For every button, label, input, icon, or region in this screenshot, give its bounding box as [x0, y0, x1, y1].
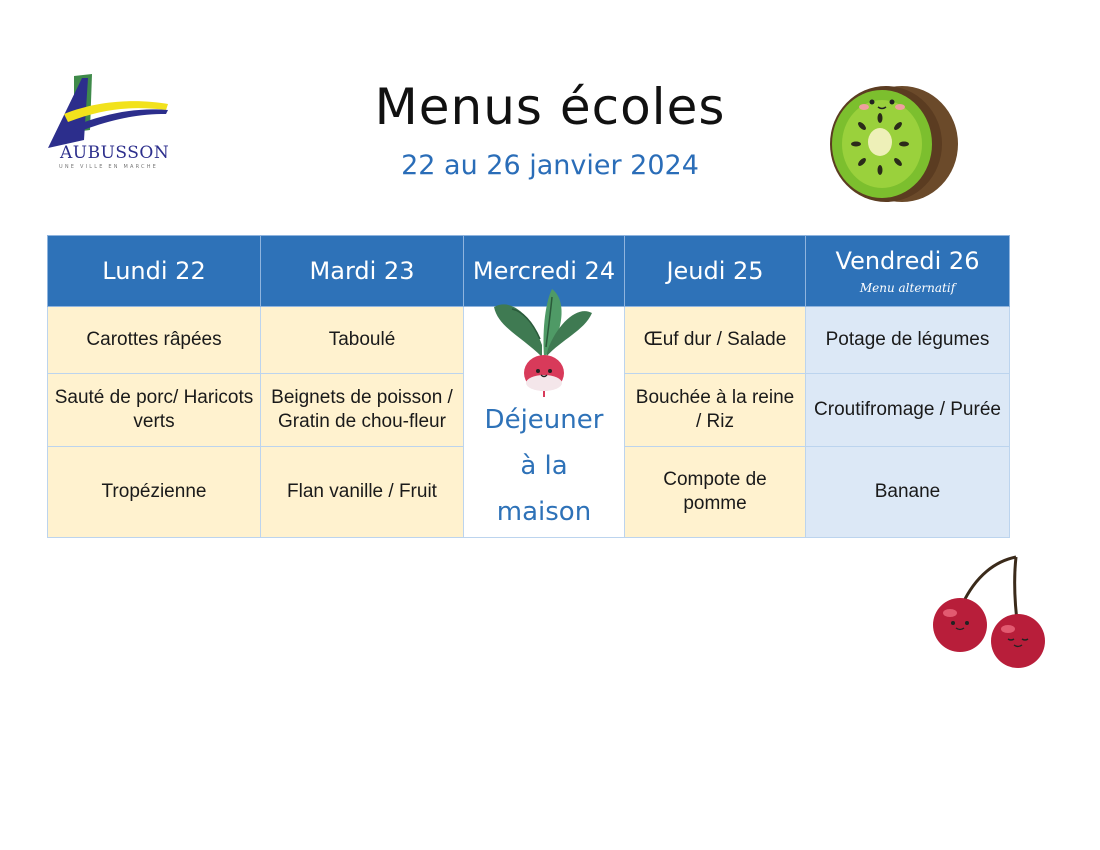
menu-cell: Bouchée à la reine / Riz	[625, 374, 806, 447]
home-lunch-text	[470, 397, 618, 535]
home-lunch-cell	[464, 307, 625, 538]
menu-cell: Compote de pomme	[625, 447, 806, 538]
menu-cell: Croutifromage / Purée	[806, 374, 1010, 447]
menu-cell: Beignets de poisson / Gratin de chou-fleur	[261, 374, 464, 447]
page-subtitle: 22 au 26 janvier 2024	[401, 150, 699, 181]
day-header-jeudi	[625, 236, 806, 307]
day-label: Mercredi 24	[472, 257, 616, 285]
menu-cell: Sauté de porc/ Haricots verts	[48, 374, 261, 447]
menu-cell: Carottes râpées	[48, 307, 261, 374]
menu-cell: Potage de légumes	[806, 307, 1010, 374]
menu-cell: Tropézienne	[48, 447, 261, 538]
page-title: Menus écoles	[374, 78, 726, 136]
day-header-vendredi	[806, 236, 1010, 307]
kiwi-icon	[828, 82, 960, 210]
menu-cell: Œuf dur / Salade	[625, 307, 806, 374]
day-label: Vendredi 26	[835, 247, 980, 275]
menu-table	[47, 235, 1010, 538]
day-label: Lundi 22	[102, 257, 206, 285]
home-lunch-line: à la	[520, 451, 568, 481]
home-lunch-line: Déjeuner	[484, 405, 604, 435]
menu-cell: Flan vanille / Fruit	[261, 447, 464, 538]
table-row	[48, 307, 1010, 374]
cherries-icon	[926, 555, 1050, 675]
menu-cell: Banane	[806, 447, 1010, 538]
day-label: Jeudi 25	[666, 257, 764, 285]
day-header-mardi	[261, 236, 464, 307]
logo-name: AUBUSSON	[60, 143, 170, 163]
alternative-menu-note: Menu alternatif	[859, 281, 956, 295]
logo-tagline: UNE VILLE EN MARCHE	[59, 164, 159, 170]
home-lunch-line: maison	[496, 497, 592, 527]
radish-icon	[492, 287, 596, 397]
menu-cell: Taboulé	[261, 307, 464, 374]
day-header-lundi	[48, 236, 261, 307]
day-label: Mardi 23	[309, 257, 415, 285]
